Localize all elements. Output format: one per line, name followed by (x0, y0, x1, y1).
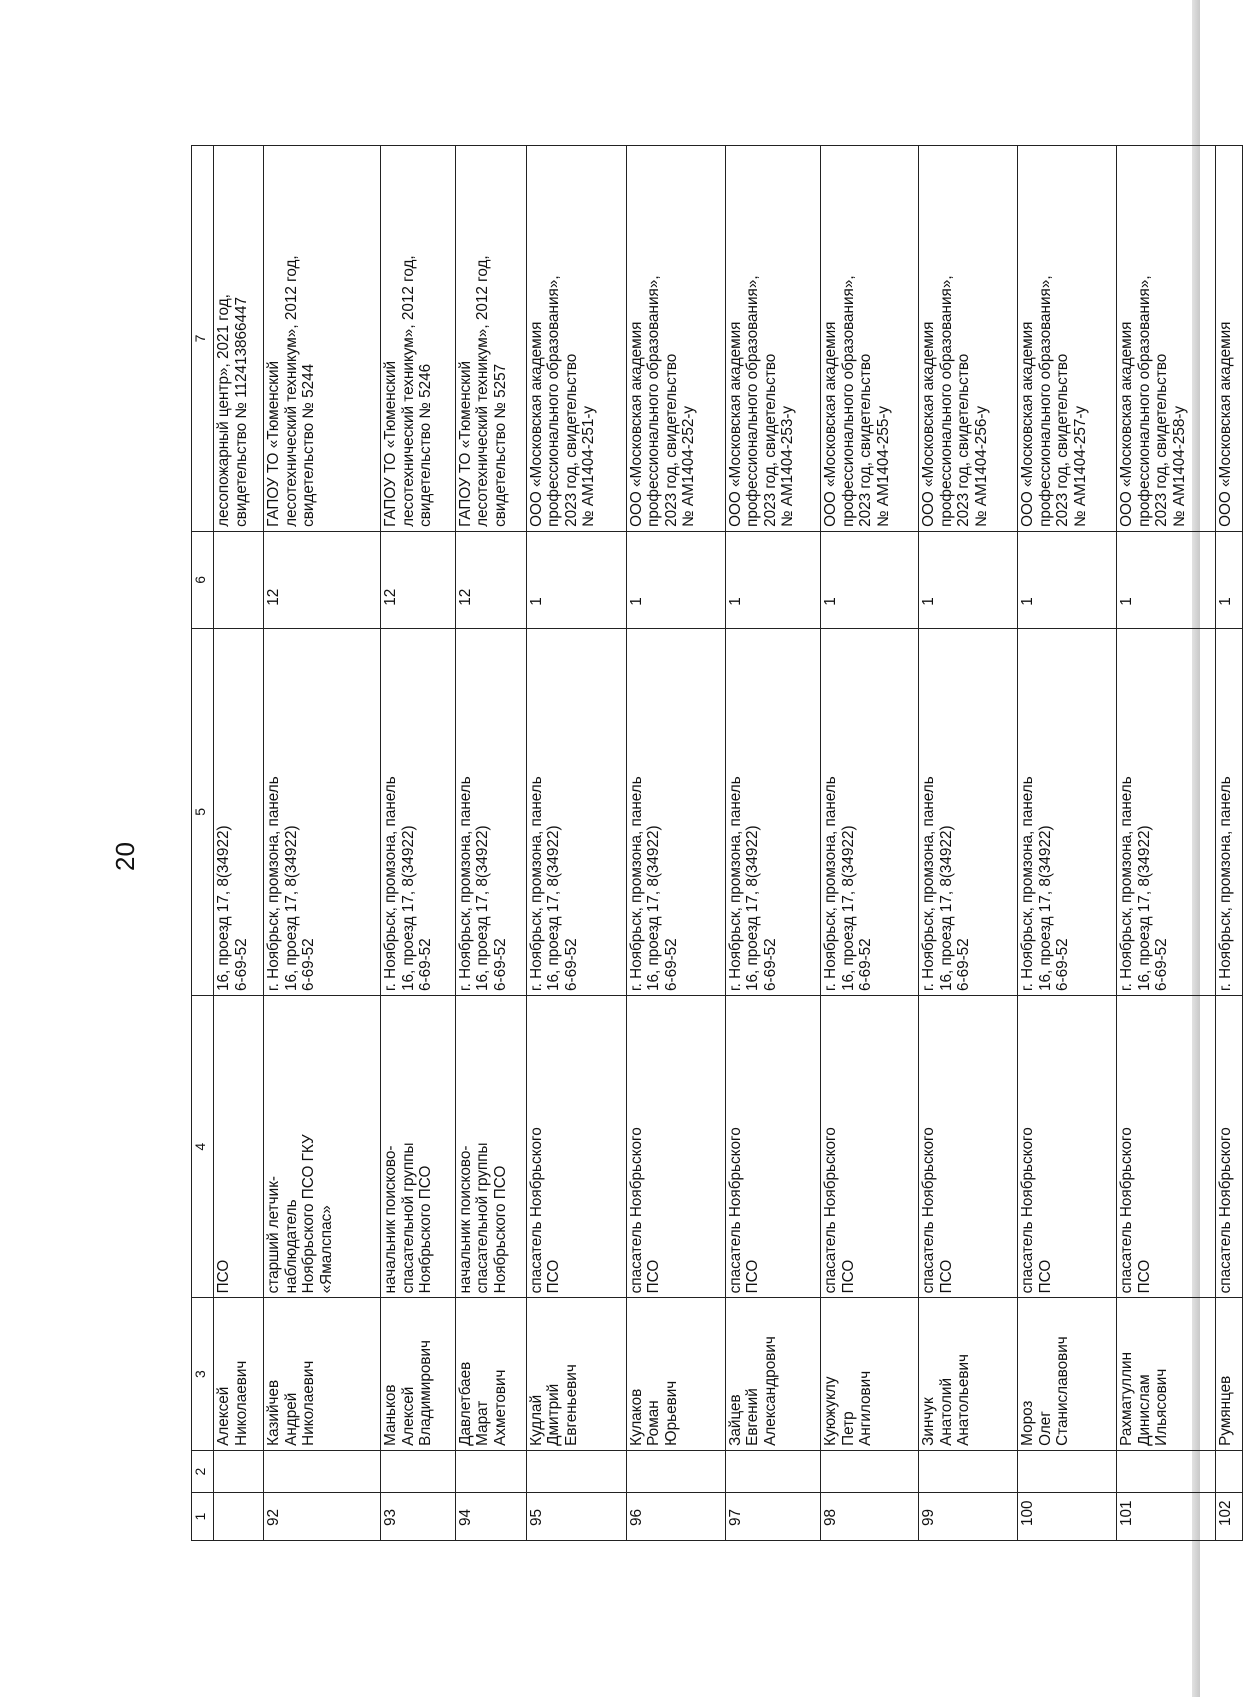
count-cell: 1 (526, 531, 626, 628)
training-certificate-cell: ООО «Московская академия профессионального образования», 2023 год, свидетельство № АМ1404-255-у (821, 146, 919, 532)
row-number-cell (214, 1493, 264, 1541)
full-name-cell: Маньков Алексей Владимирович (381, 1298, 456, 1450)
position-cell: старший летчик- наблюдатель Ноябрьского ПСО ГКУ «Ямалспас» (264, 996, 381, 1298)
column-2-cell (1117, 1450, 1216, 1492)
column-2-cell (526, 1450, 626, 1492)
count-cell: 1 (1018, 531, 1117, 628)
column-header: 6 (192, 531, 214, 628)
column-2-cell (1018, 1450, 1117, 1492)
count-cell: 12 (455, 531, 526, 628)
training-certificate-cell: ООО «Московская академия (1216, 146, 1243, 532)
full-name-cell: Зинчук Анатолий Анатольевич (919, 1298, 1018, 1450)
column-header: 4 (192, 996, 214, 1298)
row-number-cell: 96 (626, 1493, 725, 1541)
rotated-table-sheet (191, 145, 1243, 1541)
training-certificate-cell: ООО «Московская академия профессионального образования», 2023 год, свидетельство № АМ1404-253-у (725, 146, 821, 532)
position-cell: спасатель Ноябрьского (1216, 996, 1243, 1298)
row-number-cell: 94 (455, 1493, 526, 1541)
column-2-cell (919, 1450, 1018, 1492)
count-cell: 1 (1216, 531, 1243, 628)
full-name-cell: Казийчев Андрей Николаевич (264, 1298, 381, 1450)
training-certificate-cell: ООО «Московская академия профессионального образования», 2023 год, свидетельство № АМ1404-256-у (919, 146, 1018, 532)
full-name-cell: Кулаков Роман Юрьевич (626, 1298, 725, 1450)
column-header: 7 (192, 146, 214, 532)
count-cell (214, 531, 264, 628)
table-row (1117, 146, 1216, 1541)
column-header: 2 (192, 1450, 214, 1492)
training-certificate-cell: ООО «Московская академия профессионального образования», 2023 год, свидетельство № АМ1404-251-у (526, 146, 626, 532)
full-name-cell: Куюжуклу Петр Ангилович (821, 1298, 919, 1450)
position-cell: начальник поисково- спасательной группы Ноябрьского ПСО (381, 996, 456, 1298)
column-2-cell (381, 1450, 456, 1492)
full-name-cell: Мороз Олег Станиславович (1018, 1298, 1117, 1450)
row-number-cell: 93 (381, 1493, 456, 1541)
column-header: 3 (192, 1298, 214, 1450)
column-2-cell (821, 1450, 919, 1492)
address-cell: 16, проезд 17, 8(34922) 6-69-52 (214, 628, 264, 995)
table-row (725, 146, 821, 1541)
row-number-cell: 102 (1216, 1493, 1243, 1541)
full-name-cell: Кудлай Дмитрий Евгеньевич (526, 1298, 626, 1450)
position-cell: спасатель Ноябрьского ПСО (821, 996, 919, 1298)
address-cell: г. Ноябрьск, промзона, панель 16, проезд 17, 8(34922) 6-69-52 (725, 628, 821, 995)
position-cell: спасатель Ноябрьского ПСО (1117, 996, 1216, 1298)
position-cell: спасатель Ноябрьского ПСО (526, 996, 626, 1298)
count-cell: 12 (264, 531, 381, 628)
column-2-cell (264, 1450, 381, 1492)
table-row (264, 146, 381, 1541)
training-certificate-cell: ООО «Московская академия профессионального образования», 2023 год, свидетельство № АМ1404-258-у (1117, 146, 1216, 532)
count-cell: 1 (725, 531, 821, 628)
training-certificate-cell: ГАПОУ ТО «Тюменский лесотехнический техникум», 2012 год, свидетельство № 5246 (381, 146, 456, 532)
address-cell: г. Ноябрьск, промзона, панель (1216, 628, 1243, 995)
position-cell: спасатель Ноябрьского ПСО (1018, 996, 1117, 1298)
column-2-cell (1216, 1450, 1243, 1492)
table-row (821, 146, 919, 1541)
address-cell: г. Ноябрьск, промзона, панель 16, проезд 17, 8(34922) 6-69-52 (1117, 628, 1216, 995)
row-number-cell: 97 (725, 1493, 821, 1541)
count-cell: 1 (1117, 531, 1216, 628)
page-number-text: 20 (109, 841, 140, 871)
training-certificate-cell: ГАПОУ ТО «Тюменский лесотехнический техникум», 2012 год, свидетельство № 5244 (264, 146, 381, 532)
training-certificate-cell: ООО «Московская академия профессионального образования», 2023 год, свидетельство № АМ1404-257-у (1018, 146, 1117, 532)
row-number-cell: 100 (1018, 1493, 1117, 1541)
page-number (109, 838, 140, 874)
address-cell: г. Ноябрьск, промзона, панель 16, проезд 17, 8(34922) 6-69-52 (919, 628, 1018, 995)
table-row (455, 146, 526, 1541)
column-header: 5 (192, 628, 214, 995)
personnel-table (191, 145, 1243, 1541)
row-number-cell: 92 (264, 1493, 381, 1541)
table-row (381, 146, 456, 1541)
column-2-cell (725, 1450, 821, 1492)
row-number-cell: 95 (526, 1493, 626, 1541)
address-cell: г. Ноябрьск, промзона, панель 16, проезд 17, 8(34922) 6-69-52 (264, 628, 381, 995)
table-row (526, 146, 626, 1541)
column-2-cell (626, 1450, 725, 1492)
column-number-header-row (192, 146, 214, 1541)
row-number-cell: 99 (919, 1493, 1018, 1541)
table-row (1216, 146, 1243, 1541)
position-cell: начальник поисково- спасательной группы Ноябрьского ПСО (455, 996, 526, 1298)
table-row (626, 146, 725, 1541)
table-row (214, 146, 264, 1541)
address-cell: г. Ноябрьск, промзона, панель 16, проезд 17, 8(34922) 6-69-52 (381, 628, 456, 995)
row-number-cell: 101 (1117, 1493, 1216, 1541)
full-name-cell: Давлетбаев Марат Ахметович (455, 1298, 526, 1450)
count-cell: 1 (821, 531, 919, 628)
training-certificate-cell: лесопожарный центр», 2021 год, свидетельство № 112413866447 (214, 146, 264, 532)
full-name-cell: Зайцев Евгений Александрович (725, 1298, 821, 1450)
position-cell: ПСО (214, 996, 264, 1298)
position-cell: спасатель Ноябрьского ПСО (919, 996, 1018, 1298)
address-cell: г. Ноябрьск, промзона, панель 16, проезд 17, 8(34922) 6-69-52 (1018, 628, 1117, 995)
column-header: 1 (192, 1493, 214, 1541)
full-name-cell: Румянцев (1216, 1298, 1243, 1450)
position-cell: спасатель Ноябрьского ПСО (725, 996, 821, 1298)
full-name-cell: Алексей Николаевич (214, 1298, 264, 1450)
address-cell: г. Ноябрьск, промзона, панель 16, проезд 17, 8(34922) 6-69-52 (626, 628, 725, 995)
column-2-cell (214, 1450, 264, 1492)
address-cell: г. Ноябрьск, промзона, панель 16, проезд 17, 8(34922) 6-69-52 (455, 628, 526, 995)
full-name-cell: Рахматуллин Динислам Ильясович (1117, 1298, 1216, 1450)
count-cell: 12 (381, 531, 456, 628)
column-2-cell (455, 1450, 526, 1492)
table-row (1018, 146, 1117, 1541)
count-cell: 1 (919, 531, 1018, 628)
position-cell: спасатель Ноябрьского ПСО (626, 996, 725, 1298)
training-certificate-cell: ГАПОУ ТО «Тюменский лесотехнический техникум», 2012 год, свидетельство № 5257 (455, 146, 526, 532)
address-cell: г. Ноябрьск, промзона, панель 16, проезд 17, 8(34922) 6-69-52 (526, 628, 626, 995)
address-cell: г. Ноябрьск, промзона, панель 16, проезд 17, 8(34922) 6-69-52 (821, 628, 919, 995)
training-certificate-cell: ООО «Московская академия профессионального образования», 2023 год, свидетельство № АМ1404-252-у (626, 146, 725, 532)
count-cell: 1 (626, 531, 725, 628)
table-row (919, 146, 1018, 1541)
row-number-cell: 98 (821, 1493, 919, 1541)
